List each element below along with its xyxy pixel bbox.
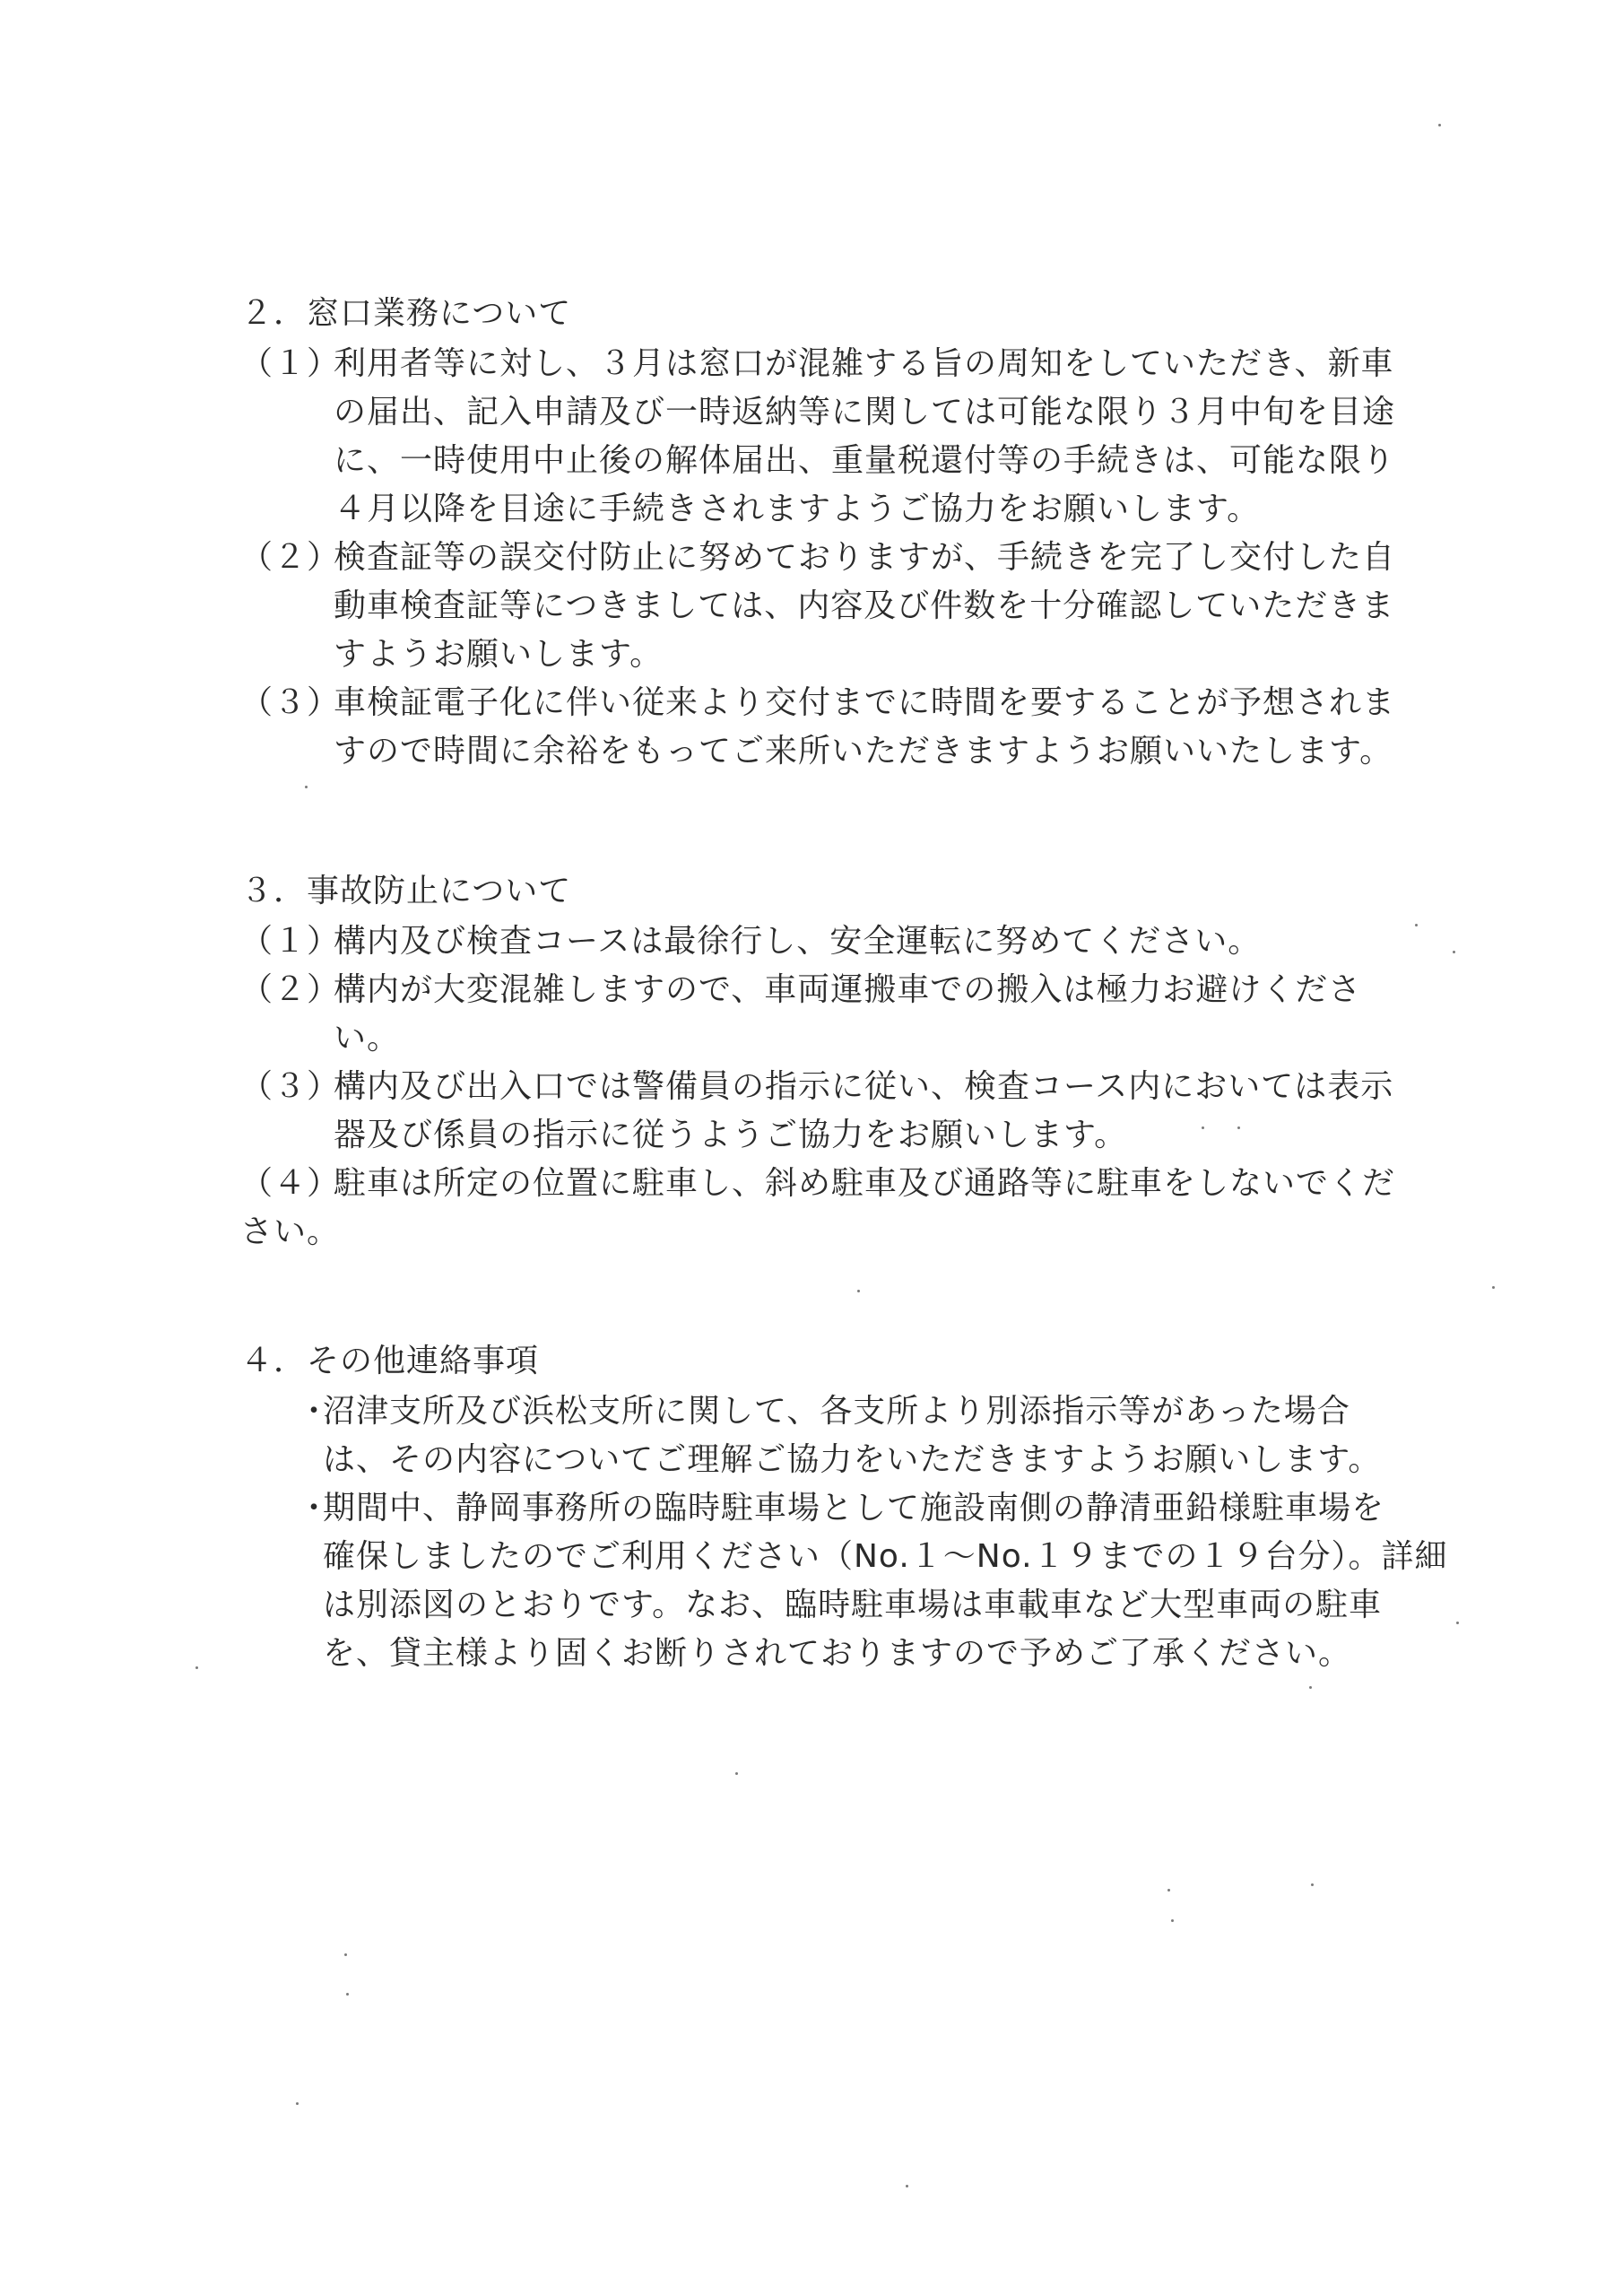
- section2-item3-marker: （３）: [240, 684, 341, 721]
- scan-speck: [1202, 1126, 1204, 1129]
- scan-speck: [344, 1953, 347, 1956]
- section3-item4-line2: さい。: [240, 1213, 341, 1250]
- section2-item2-line3: すようお願いします。: [334, 636, 664, 673]
- section4-bullet2-line4: を、貸主様より固くお断りされておりますので予めご了承ください。: [323, 1635, 1352, 1672]
- section2-item2-line2: 動車検査証等につきましては、内容及び件数を十分確認していただきま: [334, 587, 1395, 624]
- section3-item4-marker: （４）: [240, 1165, 341, 1202]
- section2-item1-line4: ４月以降を目途に手続きされますようご協力をお願いします。: [334, 491, 1261, 527]
- section3-item1-marker: （１）: [240, 923, 341, 960]
- scan-speck: [906, 2185, 908, 2187]
- scan-speck: [1237, 1126, 1240, 1129]
- scan-speck: [1311, 1883, 1314, 1886]
- section3-item2-marker: （２）: [240, 971, 341, 1008]
- section3-item4-line1: 駐車は所定の位置に駐車し、斜め駐車及び通路等に駐車をしないでくだ: [334, 1165, 1396, 1202]
- section2-item1-line1: 利用者等に対し、３月は窓口が混雑する旨の周知をしていただき、新車: [334, 345, 1394, 382]
- section4-bullet2-line1: 期間中、静岡事務所の臨時駐車場として施設南側の静清亜鉛様駐車場を: [323, 1490, 1385, 1526]
- scan-speck: [735, 1772, 738, 1775]
- section2-heading: ２．窓口業務について: [240, 295, 572, 332]
- section4-heading: ４．その他連絡事項: [240, 1343, 540, 1379]
- scan-speck: [1415, 924, 1418, 926]
- section2-item2-marker: （２）: [240, 539, 341, 576]
- scan-speck: [195, 1666, 198, 1669]
- section2-item1-line2: の届出、記入申請及び一時返納等に関しては可能な限り３月中旬を目途: [334, 394, 1396, 430]
- scan-speck: [1167, 1889, 1170, 1892]
- scan-speck: [1171, 1919, 1174, 1922]
- section3-item2-line1: 構内が大変混雑しますので、車両運搬車での搬入は極力お避けくださ: [334, 971, 1362, 1008]
- section2-item3-line1: 車検証電子化に伴い従来より交付までに時間を要することが予想されま: [334, 684, 1396, 721]
- section4-bullet2-line3: は別添図のとおりです。なお、臨時駐車場は車載車など大型車両の駐車: [323, 1587, 1383, 1623]
- section2-item1-line3: に、一時使用中止後の解体届出、重量税還付等の手続きは、可能な限り: [334, 442, 1396, 479]
- scan-speck: [857, 1290, 860, 1292]
- scan-speck: [1438, 124, 1441, 126]
- section3-item3-marker: （３）: [240, 1068, 341, 1105]
- section3-item2-line2: い。: [334, 1020, 401, 1057]
- scan-speck: [1492, 1286, 1495, 1289]
- section3-heading: ３．事故防止について: [240, 873, 572, 909]
- scan-speck: [346, 1993, 349, 1996]
- scan-speck: [296, 2102, 299, 2105]
- scan-speck: [1309, 1686, 1312, 1689]
- section4-bullet1-marker: ・: [298, 1393, 332, 1430]
- section3-item3-line2: 器及び係員の指示に従うようご協力をお願いします。: [334, 1117, 1128, 1153]
- scan-speck: [1456, 1622, 1459, 1624]
- scan-speck: [1453, 951, 1455, 953]
- section2-item3-line2: すので時間に余裕をもってご来所いただきますようお願いいたします。: [334, 733, 1393, 770]
- section2-item2-line1: 検査証等の誤交付防止に努めておりますが、手続きを完了し交付した自: [334, 539, 1396, 576]
- scan-speck: [305, 786, 308, 788]
- section4-bullet1-line2: は、その内容についてご理解ご協力をいただきますようお願いします。: [323, 1441, 1382, 1478]
- section3-item1-line1: 構内及び検査コースは最徐行し、安全運転に努めてください。: [334, 923, 1262, 960]
- section4-bullet2-marker: ・: [298, 1490, 332, 1526]
- section3-item3-line1: 構内及び出入口では警備員の指示に従い、検査コース内においては表示: [334, 1068, 1394, 1105]
- section2-item1-marker: （１）: [240, 345, 341, 382]
- section4-bullet1-line1: 沼津支所及び浜松支所に関して、各支所より別添指示等があった場合: [323, 1393, 1350, 1430]
- section4-bullet2-line2: 確保しましたのでご利用ください（No.１～No.１９までの１９台分）。詳細: [323, 1538, 1448, 1575]
